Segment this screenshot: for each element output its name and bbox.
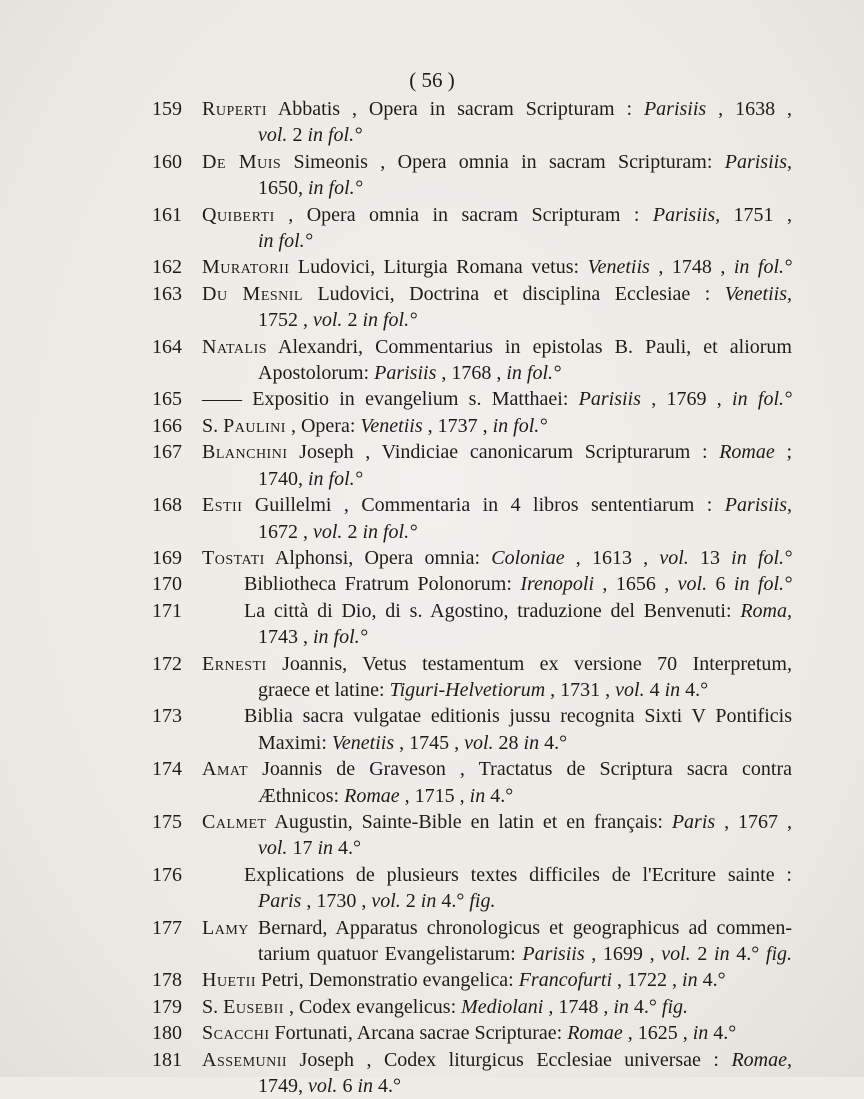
- italic-text: in: [692, 1022, 709, 1045]
- italic-text: Irenopoli: [520, 573, 595, 596]
- italic-text: in fol.°: [733, 573, 792, 596]
- italic-text: in fol.°: [732, 388, 792, 411]
- author-name: Estii: [202, 494, 243, 517]
- catalog-entry: [152, 756, 792, 809]
- entry-text: 2: [400, 890, 421, 913]
- entry-text: 4.°: [485, 784, 514, 807]
- italic-text: in: [469, 784, 486, 807]
- italic-text: Parisiis: [374, 362, 437, 385]
- catalog-entry: [152, 651, 792, 704]
- entry-text: 4.°: [729, 943, 766, 965]
- entry-body: [202, 756, 792, 809]
- italic-text: in: [613, 995, 629, 1018]
- entry-continuation-line: [202, 677, 792, 703]
- italic-text: Parisiis,: [724, 150, 792, 173]
- entry-first-line: [202, 254, 792, 280]
- italic-text: Roma,: [740, 599, 792, 622]
- entry-number: 165: [152, 388, 182, 411]
- entry-text: —— Expositio in evangelium s. Matthaei:: [202, 388, 579, 411]
- entry-first-line: [202, 1047, 792, 1073]
- entry-text: Joannis, Vetus testamentum ex versione 70 Interpretum,: [266, 652, 792, 675]
- entry-text: , 1737 ,: [422, 414, 493, 437]
- entry-first-line: [202, 386, 792, 412]
- entry-text: tarium quatuor Evangelistarum:: [258, 943, 523, 965]
- italic-text: Venetiis: [360, 414, 423, 437]
- entry-number: 164: [152, 335, 182, 358]
- catalog-entry: [152, 1020, 792, 1046]
- entry-text: , Codex evangelicus:: [283, 995, 462, 1018]
- catalog-entry: [152, 598, 792, 651]
- entry-number: 170: [152, 573, 182, 596]
- entry-text: 2: [690, 943, 715, 965]
- italic-text: in: [420, 890, 437, 913]
- italic-text: vol.: [464, 731, 494, 754]
- entry-continuation-line: [202, 783, 792, 809]
- entry-text: La città di Dio, di s. Agostino, traduzione del Benvenuti:: [244, 599, 741, 622]
- entry-continuation-line: [202, 122, 792, 148]
- author-name: Paulini: [223, 414, 286, 437]
- entry-text: 4.°: [708, 1022, 737, 1045]
- catalog-entry: [152, 202, 792, 255]
- entry-first-line: [202, 651, 792, 677]
- entry-text: Augustin, Sainte-Bible en latin et en français:: [266, 810, 672, 833]
- catalog-entry: [152, 254, 792, 280]
- author-name: Lamy: [202, 916, 249, 939]
- italic-text: Venetiis: [587, 256, 650, 279]
- italic-text: Paris: [671, 810, 716, 833]
- entry-number: 171: [152, 599, 182, 622]
- italic-text: in: [714, 943, 730, 965]
- entry-continuation-line: [202, 466, 792, 492]
- entry-first-line: [202, 1020, 792, 1046]
- entry-text: Explications de plusieurs textes difficiles de l'Ecriture sainte :: [244, 863, 792, 886]
- entry-body: [202, 149, 792, 202]
- italic-text: Parisiis: [643, 98, 707, 120]
- entry-first-line: [202, 202, 792, 228]
- entry-first-line: [202, 809, 792, 835]
- entry-text: Joseph , Vindiciae canonicarum Scripturarum :: [287, 441, 720, 464]
- entry-text: 4.°: [436, 890, 470, 913]
- entry-body: [202, 545, 792, 571]
- italic-text: in: [317, 837, 333, 860]
- entry-text: 1740,: [258, 467, 308, 490]
- italic-text: vol.: [659, 546, 689, 569]
- italic-text: in fol.°: [307, 124, 363, 147]
- entry-body: [202, 281, 792, 334]
- italic-text: vol.: [371, 890, 401, 913]
- italic-text: in: [664, 678, 681, 701]
- italic-text: Coloniae: [491, 546, 565, 569]
- entry-text: Æthnicos:: [258, 784, 345, 807]
- author-name: Blanchini: [202, 441, 288, 464]
- entry-text: , 1656 ,: [594, 573, 678, 596]
- catalog-entry: [152, 809, 792, 862]
- entry-text: , 1768 ,: [436, 362, 507, 385]
- author-name: Calmet: [202, 810, 267, 833]
- entry-body: [202, 1047, 792, 1099]
- italic-text: fig.: [661, 995, 689, 1018]
- italic-text: vol.: [308, 1075, 338, 1098]
- italic-text: Romae: [567, 1022, 623, 1045]
- entry-text: 4.°: [680, 678, 709, 701]
- italic-text: in: [523, 731, 540, 754]
- italic-text: vol.: [313, 520, 343, 543]
- entry-text: 17: [287, 837, 318, 860]
- entry-text: 1751 ,: [720, 203, 792, 226]
- italic-text: in fol.°: [492, 414, 548, 437]
- entry-text: 6: [707, 573, 734, 596]
- entry-first-line: [202, 149, 792, 175]
- entry-body: [202, 386, 792, 412]
- entry-number: 160: [152, 150, 182, 173]
- entry-continuation-line: [202, 730, 792, 756]
- entry-text: 4.°: [333, 837, 361, 860]
- entry-body: [202, 334, 792, 387]
- entry-first-line: [202, 703, 792, 729]
- entry-text: 1743 ,: [258, 626, 313, 649]
- entry-body: [202, 994, 792, 1020]
- entry-text: , 1769 ,: [640, 388, 733, 411]
- entry-text: 2: [342, 309, 363, 332]
- catalog-entry: [152, 994, 792, 1020]
- entry-continuation-line: [202, 228, 792, 254]
- italic-text: Romae: [344, 784, 400, 807]
- italic-text: Tiguri-Helvetiorum: [389, 678, 546, 701]
- entry-number: 179: [152, 995, 182, 1018]
- entry-body: [202, 439, 792, 492]
- entry-text: , 1715 ,: [399, 784, 470, 807]
- entry-text: Ludovici, Liturgia Romana vetus:: [289, 256, 588, 279]
- italic-text: vol.: [313, 309, 343, 332]
- entry-text: Bernard, Apparatus chronologicus et geographicus ad commen-: [248, 916, 792, 939]
- italic-text: Romae,: [731, 1048, 792, 1071]
- entry-text: 13: [688, 546, 732, 569]
- entry-first-line: [202, 281, 792, 307]
- italic-text: Mediolani: [461, 995, 544, 1018]
- entry-first-line: [202, 915, 792, 941]
- author-name: Quiberti: [202, 203, 275, 226]
- entry-text: Alexandri, Commentarius in epistolas B. Pauli, et aliorum: [267, 335, 792, 358]
- italic-text: Venetiis: [331, 731, 395, 754]
- entry-text: Maximi:: [258, 731, 332, 754]
- entry-first-line: [202, 862, 792, 888]
- author-name: Natalis: [202, 335, 268, 358]
- italic-text: Paris: [258, 890, 302, 913]
- author-name: Scacchi: [202, 1022, 270, 1045]
- author-name: Ruperti: [202, 98, 267, 120]
- entry-body: [202, 862, 792, 915]
- entry-text: S.: [202, 414, 224, 437]
- italic-text: in: [682, 969, 698, 992]
- italic-text: vol.: [258, 124, 288, 147]
- entry-text: , 1722 ,: [612, 969, 683, 992]
- entry-number: 169: [152, 546, 182, 569]
- entry-text: 1672 ,: [258, 520, 313, 543]
- italic-text: Romae: [719, 441, 775, 464]
- author-name: De Muis: [202, 150, 282, 173]
- author-name: Du Mesnil: [202, 282, 303, 305]
- entry-body: [202, 492, 792, 545]
- catalog-entry: [152, 439, 792, 492]
- entry-text: , 1731 ,: [545, 678, 616, 701]
- author-name: Ernesti: [202, 652, 267, 675]
- entry-body: [202, 413, 792, 439]
- entry-number: 167: [152, 441, 182, 464]
- entry-continuation-line: [202, 941, 792, 967]
- entry-text: Joseph , Codex liturgicus Ecclesiae universae :: [287, 1048, 732, 1071]
- italic-text: in fol.°: [308, 177, 363, 200]
- entry-first-line: [202, 994, 792, 1020]
- entry-text: , 1767 ,: [715, 810, 792, 833]
- entry-first-line: [202, 545, 792, 571]
- catalog-entry: [152, 96, 792, 149]
- catalog-entry: [152, 492, 792, 545]
- entry-body: [202, 967, 792, 993]
- entry-first-line: [202, 96, 792, 122]
- entry-text: Alphonsi, Opera omnia:: [264, 546, 492, 569]
- entry-text: , 1699 ,: [584, 943, 662, 965]
- author-name: Huetii: [202, 969, 256, 992]
- entry-first-line: [202, 571, 792, 597]
- italic-text: Parisiis,: [652, 203, 721, 226]
- entry-first-line: [202, 756, 792, 782]
- entry-continuation-line: [202, 175, 792, 201]
- author-name: Tostati: [202, 546, 265, 569]
- italic-text: vol.: [615, 678, 645, 701]
- entry-text: , Opera:: [285, 414, 361, 437]
- entry-text: Petri, Demonstratio evangelica:: [255, 969, 519, 992]
- entry-text: ;: [774, 441, 792, 464]
- entry-text: 4.°: [373, 1075, 401, 1098]
- entry-first-line: [202, 492, 792, 518]
- italic-text: in fol.°: [313, 626, 368, 649]
- catalog-entry: [152, 281, 792, 334]
- italic-text: fig.: [469, 890, 496, 913]
- entry-text: 4.°: [697, 969, 726, 992]
- entry-body: [202, 598, 792, 651]
- entry-text: , 1748 ,: [649, 256, 734, 279]
- entry-text: 6: [337, 1075, 358, 1098]
- entry-text: 2: [342, 520, 363, 543]
- entry-continuation-line: [202, 519, 792, 545]
- catalog-entries: [152, 96, 792, 1099]
- entry-body: [202, 703, 792, 756]
- italic-text: vol.: [661, 943, 691, 965]
- entry-text: 1752 ,: [258, 309, 313, 332]
- entry-text: Fortunati, Arcana sacrae Scripturae:: [269, 1022, 568, 1045]
- entry-body: [202, 1020, 792, 1046]
- italic-text: in fol.°: [308, 467, 363, 490]
- entry-number: 178: [152, 969, 182, 992]
- entry-continuation-line: [202, 307, 792, 333]
- entry-text: , Opera omnia in sacram Scripturam :: [274, 203, 653, 226]
- italic-text: in fol.°: [362, 309, 418, 332]
- entry-body: [202, 96, 792, 149]
- catalog-entry: [152, 571, 792, 597]
- entry-body: [202, 809, 792, 862]
- entry-first-line: [202, 439, 792, 465]
- catalog-entry: [152, 862, 792, 915]
- entry-number: 166: [152, 414, 182, 437]
- catalog-entry: [152, 1047, 792, 1099]
- catalog-entry: [152, 545, 792, 571]
- catalog-entry: [152, 334, 792, 387]
- italic-text: vol.: [258, 837, 288, 860]
- italic-text: Parisiis: [578, 388, 641, 411]
- entry-text: Joannis de Graveson , Tractatus de Scriptura sacra contra: [248, 758, 792, 781]
- entry-number: 172: [152, 652, 182, 675]
- italic-text: in fol.°: [362, 520, 418, 543]
- catalog-entry: [152, 703, 792, 756]
- author-name: Eusebii: [223, 995, 284, 1018]
- entry-number: 168: [152, 494, 182, 517]
- entry-number: 176: [152, 863, 182, 886]
- entry-number: 175: [152, 810, 182, 833]
- entry-number: 174: [152, 758, 182, 781]
- entry-text: Bibliotheca Fratrum Polonorum:: [244, 573, 521, 596]
- italic-text: vol.: [677, 573, 708, 596]
- author-name: Muratorii: [202, 256, 290, 279]
- entry-first-line: [202, 334, 792, 360]
- entry-text: , 1748 ,: [543, 995, 614, 1018]
- author-name: Amat: [202, 758, 249, 781]
- italic-text: in fol.°: [506, 362, 562, 385]
- catalog-entry: [152, 386, 792, 412]
- entry-body: [202, 202, 792, 255]
- entry-text: , 1730 ,: [301, 890, 372, 913]
- entry-number: 159: [152, 98, 182, 120]
- entry-text: Simeonis , Opera omnia in sacram Scripturam:: [281, 150, 725, 173]
- entry-body: [202, 571, 792, 597]
- entry-text: 4.°: [628, 995, 662, 1018]
- entry-first-line: [202, 967, 792, 993]
- catalog-entry: [152, 149, 792, 202]
- catalog-entry: [152, 413, 792, 439]
- entry-number: 161: [152, 203, 182, 226]
- entry-text: 1749,: [258, 1075, 308, 1098]
- entry-continuation-line: [202, 360, 792, 386]
- author-name: Assemunii: [202, 1048, 288, 1071]
- entry-body: [202, 254, 792, 280]
- entry-first-line: [202, 413, 792, 439]
- entry-text: 4.°: [539, 731, 568, 754]
- entry-text: 1650,: [258, 177, 308, 200]
- entry-text: , 1625 ,: [622, 1022, 693, 1045]
- entry-text: , 1613 ,: [564, 546, 660, 569]
- entry-body: [202, 651, 792, 704]
- italic-text: Francofurti: [518, 969, 613, 992]
- entry-text: Apostolorum:: [258, 362, 375, 385]
- entry-first-line: [202, 598, 792, 624]
- catalog-entry: [152, 915, 792, 968]
- entry-number: 180: [152, 1022, 182, 1045]
- entry-text: Abbatis , Opera in sacram Scripturam :: [267, 98, 644, 120]
- entry-continuation-line: [202, 888, 792, 914]
- entry-text: , 1745 ,: [394, 731, 465, 754]
- page-number: ( 56 ): [409, 68, 455, 92]
- italic-text: Parisiis: [522, 943, 585, 965]
- entry-continuation-line: [202, 835, 792, 861]
- entry-number: 177: [152, 916, 182, 939]
- entry-text: Ludovici, Doctrina et disciplina Ecclesiae :: [302, 282, 725, 305]
- entry-text: graece et latine:: [258, 678, 390, 701]
- entry-text: Guillelmi , Commentaria in 4 libros sententiarum :: [242, 494, 725, 517]
- entry-continuation-line: [202, 624, 792, 650]
- italic-text: fig.: [765, 943, 793, 965]
- entry-text: 4: [644, 678, 665, 701]
- italic-text: in: [357, 1075, 373, 1098]
- entry-body: [202, 915, 792, 968]
- italic-text: in fol.°: [731, 546, 793, 569]
- entry-number: 181: [152, 1048, 182, 1071]
- italic-text: in fol.°: [258, 230, 313, 253]
- entry-text: Biblia sacra vulgatae editionis jussu recognita Sixti V Pontificis: [244, 705, 792, 728]
- italic-text: Venetiis,: [724, 282, 792, 305]
- italic-text: in fol.°: [733, 256, 792, 279]
- entry-number: 163: [152, 282, 182, 305]
- entry-text: 28: [493, 731, 524, 754]
- entry-text: , 1638 ,: [706, 98, 792, 120]
- entry-number: 173: [152, 705, 182, 728]
- italic-text: Parisiis,: [724, 494, 792, 517]
- entry-text: S.: [202, 995, 224, 1018]
- entry-text: 2: [287, 124, 308, 147]
- catalog-entry: [152, 967, 792, 993]
- entry-number: 162: [152, 256, 182, 279]
